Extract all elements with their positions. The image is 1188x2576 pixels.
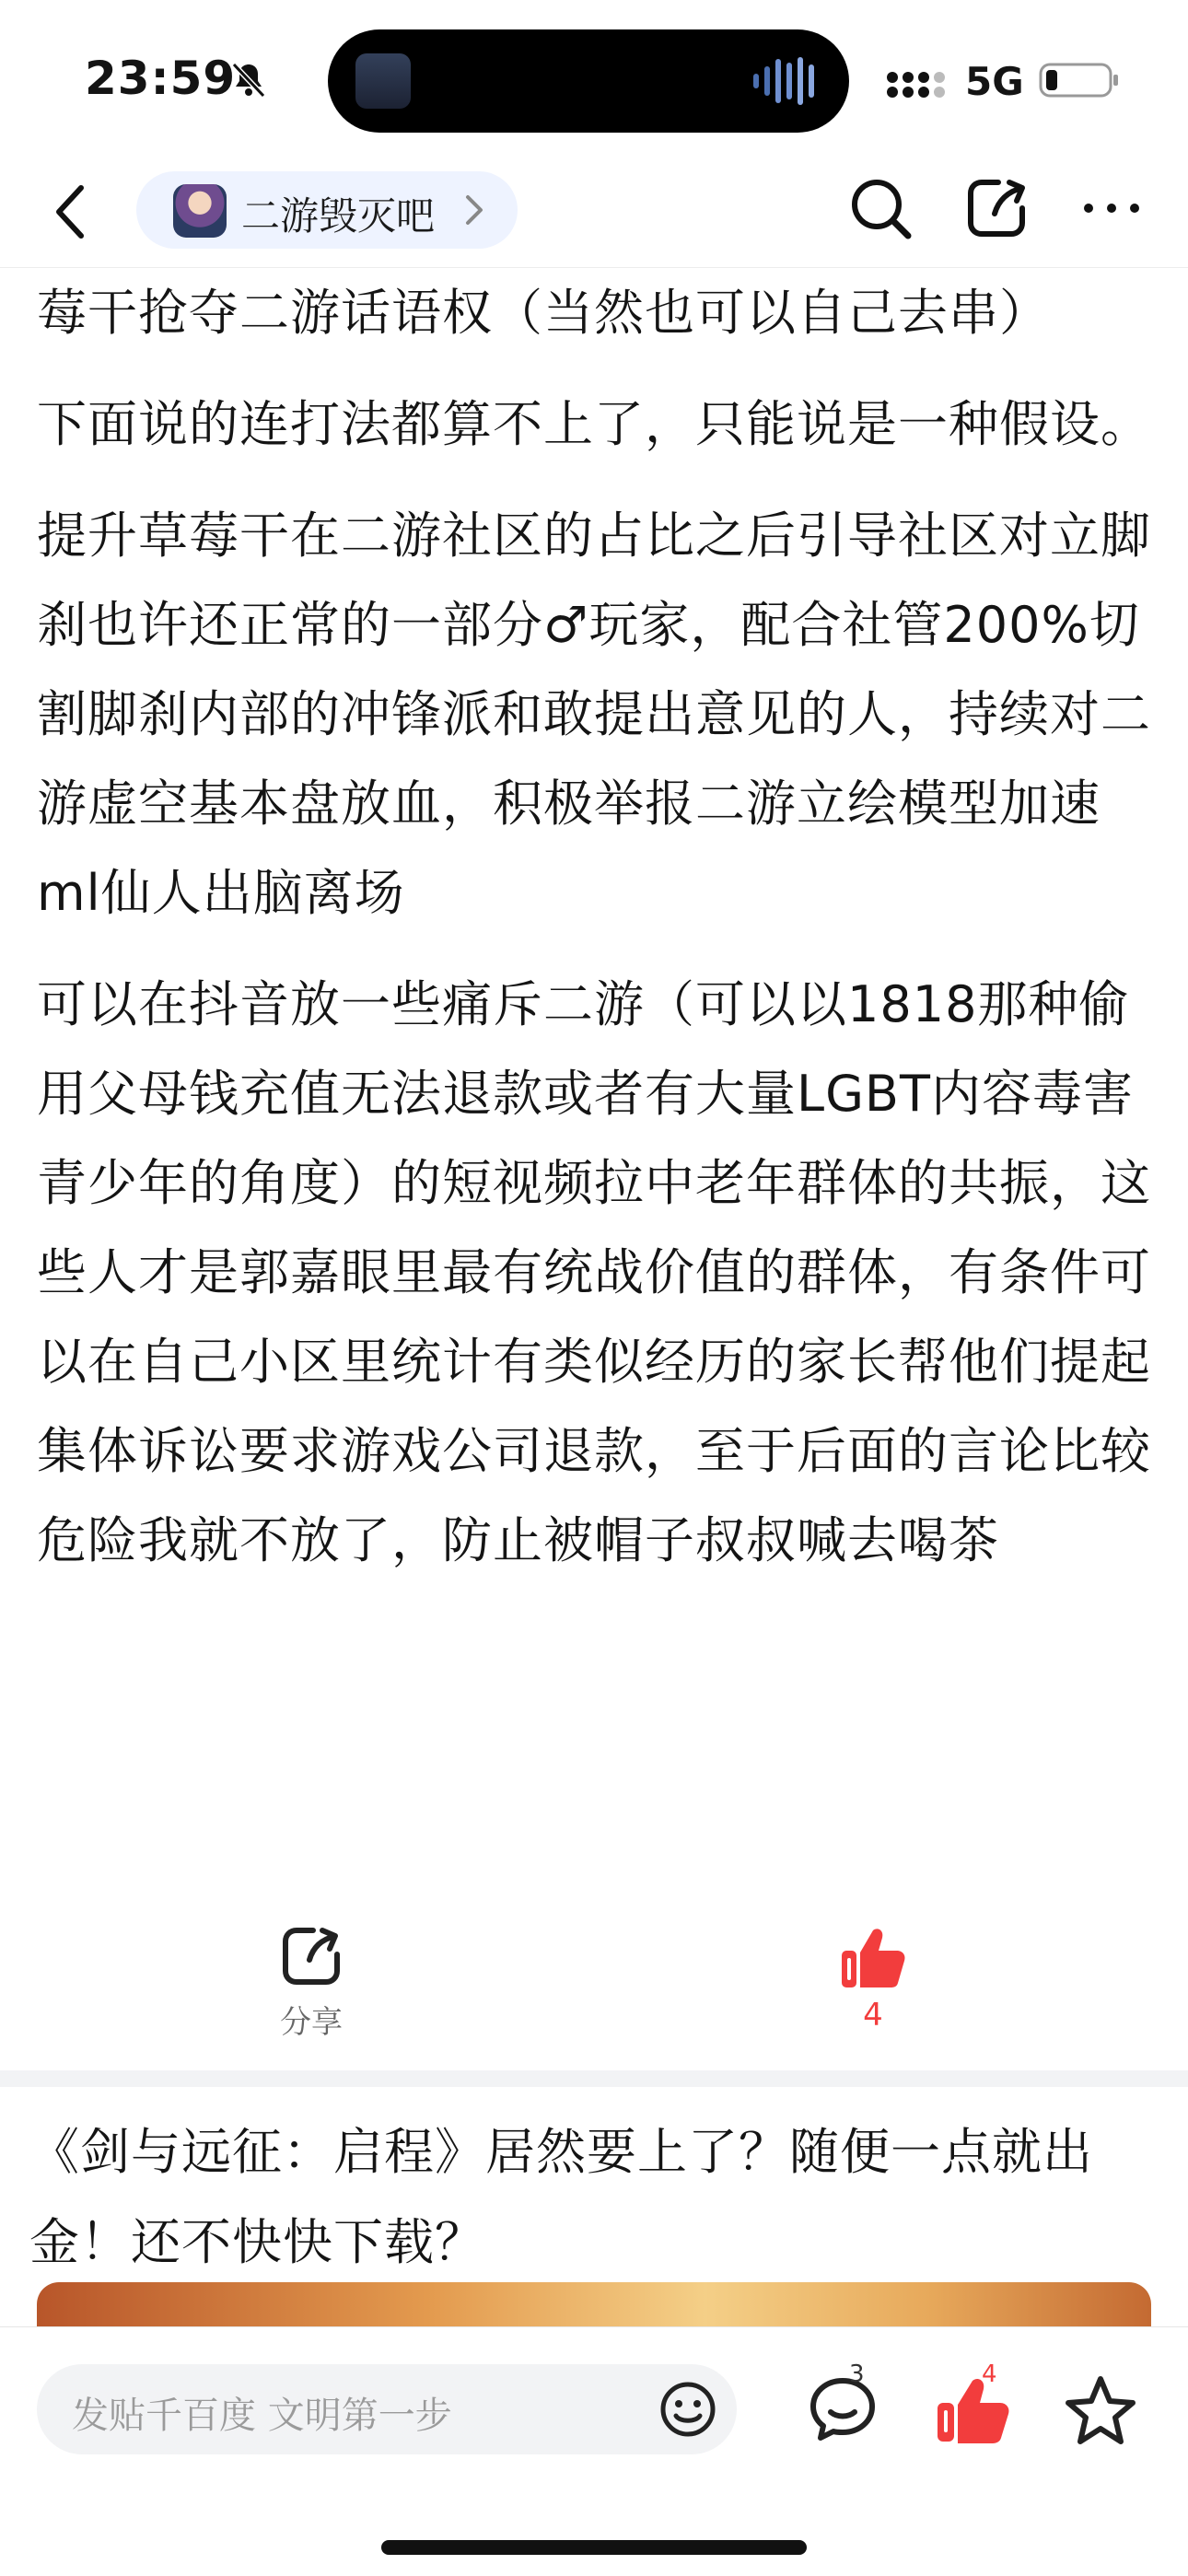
more-icon[interactable]	[1079, 190, 1144, 227]
battery-icon	[1039, 61, 1122, 99]
share-button[interactable]	[265, 1923, 357, 2042]
share-icon[interactable]	[961, 173, 1031, 243]
now-playing-thumbnail	[355, 53, 411, 109]
thumbs-up-icon[interactable]	[930, 2368, 1013, 2451]
top-nav-bar	[0, 157, 1188, 268]
post-body	[37, 269, 1160, 1607]
post-paragraph: 提升草莓干在二游社区的占比之后引导社区对立脚刹也许还正常的一部分♂玩家，配合社管200%切割脚刹内部的冲锋派和敢提出意见的人，持续对二游虚空基本盘放血，积极举报二游立绘模型加速ml仙人出脑离场	[37, 507, 1151, 922]
share-label: 分享	[280, 2004, 343, 2041]
search-icon[interactable]	[845, 173, 915, 243]
chevron-right-icon	[464, 193, 484, 227]
thumbs-up-icon	[838, 1923, 908, 1993]
home-indicator[interactable]	[381, 2540, 807, 2555]
star-icon[interactable]	[1059, 2370, 1142, 2453]
bottom-like-count: 4	[982, 2360, 997, 2388]
bottom-bar	[0, 2326, 1188, 2576]
comment-icon[interactable]	[801, 2368, 884, 2451]
post-paragraph: 下面说的连打法都算不上了，只能说是一种假设。	[37, 395, 1151, 453]
section-divider	[0, 2070, 1188, 2087]
comment-placeholder: 发贴千百度 文明第一步	[72, 2395, 452, 2437]
like-count: 4	[863, 1997, 883, 2034]
like-button[interactable]	[827, 1923, 919, 2034]
forum-avatar	[173, 184, 227, 238]
comment-input[interactable]	[37, 2364, 737, 2454]
forum-link[interactable]	[136, 171, 518, 249]
cellular-signal-icon	[886, 64, 947, 103]
muted-bell-icon	[228, 59, 269, 99]
post-paragraph: 莓干抢夺二游话语权（当然也可以自己去串）	[37, 284, 1050, 342]
dynamic-island[interactable]	[328, 29, 849, 133]
ad-title[interactable]: 《剑与远征：启程》居然要上了？随便一点就出金！还不快快下载？	[29, 2123, 1093, 2271]
network-type: 5G	[965, 59, 1024, 104]
share-icon	[278, 1923, 344, 1989]
status-bar	[0, 0, 1188, 157]
post-actions	[0, 1916, 1188, 2063]
comment-count: 3	[849, 2360, 865, 2388]
forum-name: 二游毁灭吧	[241, 193, 436, 239]
emoji-icon[interactable]	[658, 2379, 718, 2440]
status-time: 23:59	[85, 52, 237, 105]
audio-waveform-icon	[751, 55, 821, 107]
back-arrow-icon[interactable]	[52, 181, 88, 243]
post-paragraph: 可以在抖音放一些痛斥二游（可以以1818那种偷用父母钱充值无法退款或者有大量LGBT内容毒害青少年的角度）的短视频拉中老年群体的共振，这些人才是郭嘉眼里最有统战价值的群体，有条件可以在自己小区里统计有类似经历的家长帮他们提起集体诉讼要求游戏公司退款，至于后面的言论比较危险我就不放了，防止被帽子叔叔喊去喝茶	[37, 975, 1151, 1569]
